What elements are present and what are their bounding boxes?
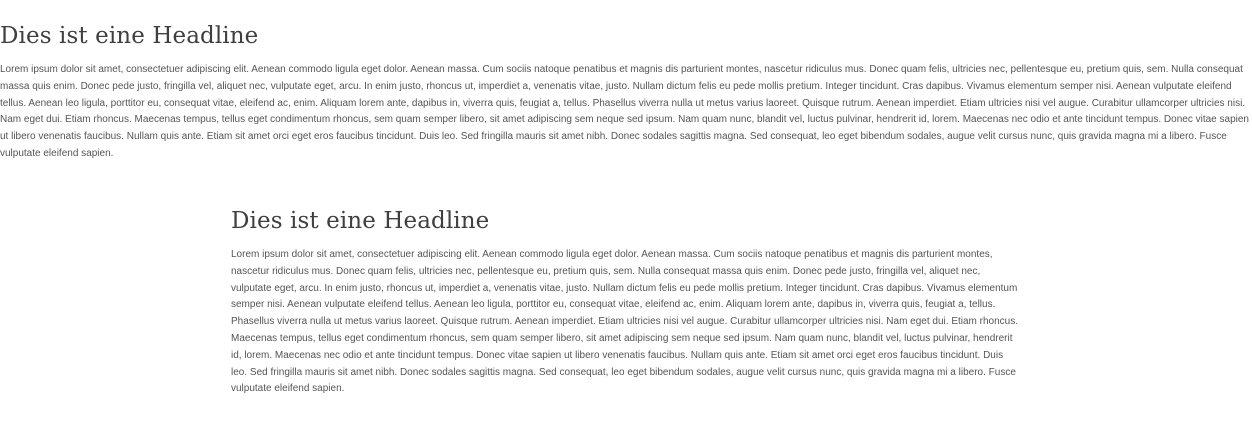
content-section-narrow: [231, 205, 1031, 398]
content-section-full-width: [0, 20, 1252, 163]
section-headline: Dies ist eine Headline: [231, 208, 490, 234]
section-body-text: Lorem ipsum dolor sit amet, consectetuer adipiscing elit. Aenean commodo ligula eget dolor. Aenean massa. Cum sociis natoque penatibus et magnis dis parturient montes, nascetur ridiculus mus. Donec quam felis, ultricies nec, pellentesque eu, pretium quis, sem. Nulla consequat massa quis enim. Donec pede justo, fringilla vel, aliquet nec, vulputate eget, arcu. In enim justo, rhoncus ut, imperdiet a, venenatis vitae, justo. Nullam dictum felis eu pede mollis pretium. Integer tincidunt. Cras dapibus. Vivamus elementum semper nisi. Aenean vulputate eleifend tellus. Aenean leo ligula, porttitor eu, consequat vitae, eleifend ac, enim. Aliquam lorem ante, dapibus in, viverra quis, feugiat a, tellus. Phasellus viverra nulla ut metus varius laoreet. Quisque rutrum. Aenean imperdiet. Etiam ultricies nisi vel augue. Curabitur ullamcorper ultricies nisi. Nam eget dui. Etiam rhoncus. Maecenas tempus, tellus eget condimentum rhoncus, sem quam semper libero, sit amet adipiscing sem neque sed ipsum. Nam quam nunc, blandit vel, luctus pulvinar, hendrerit id, lorem. Maecenas nec odio et ante tincidunt tempus. Donec vitae sapien ut libero venenatis faucibus. Nullam quis ante. Etiam sit amet orci eget eros faucibus tincidunt. Duis leo. Sed fringilla mauris sit amet nibh. Donec sodales sagittis magna. Sed consequat, leo eget bibendum sodales, augue velit cursus nunc, quis gravida magna mi a libero. Fusce vulputate eleifend sapien.: [231, 249, 1019, 395]
section-body-text: Lorem ipsum dolor sit amet, consectetuer adipiscing elit. Aenean commodo ligula eget dolor. Aenean massa. Cum sociis natoque penatibus et magnis dis parturient montes, nascetur ridiculus mus. Donec quam felis, ultricies nec, pellentesque eu, pretium quis, sem. Nulla consequat massa quis enim. Donec pede justo, fringilla vel, aliquet nec, vulputate eget, arcu. In enim justo, rhoncus ut, imperdiet a, venenatis vitae, justo. Nullam dictum felis eu pede mollis pretium. Integer tincidunt. Cras dapibus. Vivamus elementum semper nisi. Aenean vulputate eleifend tellus. Aenean leo ligula, porttitor eu, consequat vitae, eleifend ac, enim. Aliquam lorem ante, dapibus in, viverra quis, feugiat a, tellus. Phasellus viverra nulla ut metus varius laoreet. Quisque rutrum. Aenean imperdiet. Etiam ultricies nisi vel augue. Curabitur ullamcorper ultricies nisi. Nam eget dui. Etiam rhoncus. Maecenas tempus, tellus eget condimentum rhoncus, sem quam semper libero, sit amet adipiscing sem neque sed ipsum. Nam quam nunc, blandit vel, luctus pulvinar, hendrerit id, lorem. Maecenas nec odio et ante tincidunt tempus. Donec vitae sapien ut libero venenatis faucibus. Nullam quis ante. Etiam sit amet orci eget eros faucibus tincidunt. Duis leo. Sed fringilla mauris sit amet nibh. Donec sodales sagittis magna. Sed consequat, leo eget bibendum sodales, augue velit cursus nunc, quis gravida magna mi a libero. Fusce vulputate eleifend sapien.: [0, 64, 1249, 159]
section-headline: Dies ist eine Headline: [0, 23, 259, 49]
